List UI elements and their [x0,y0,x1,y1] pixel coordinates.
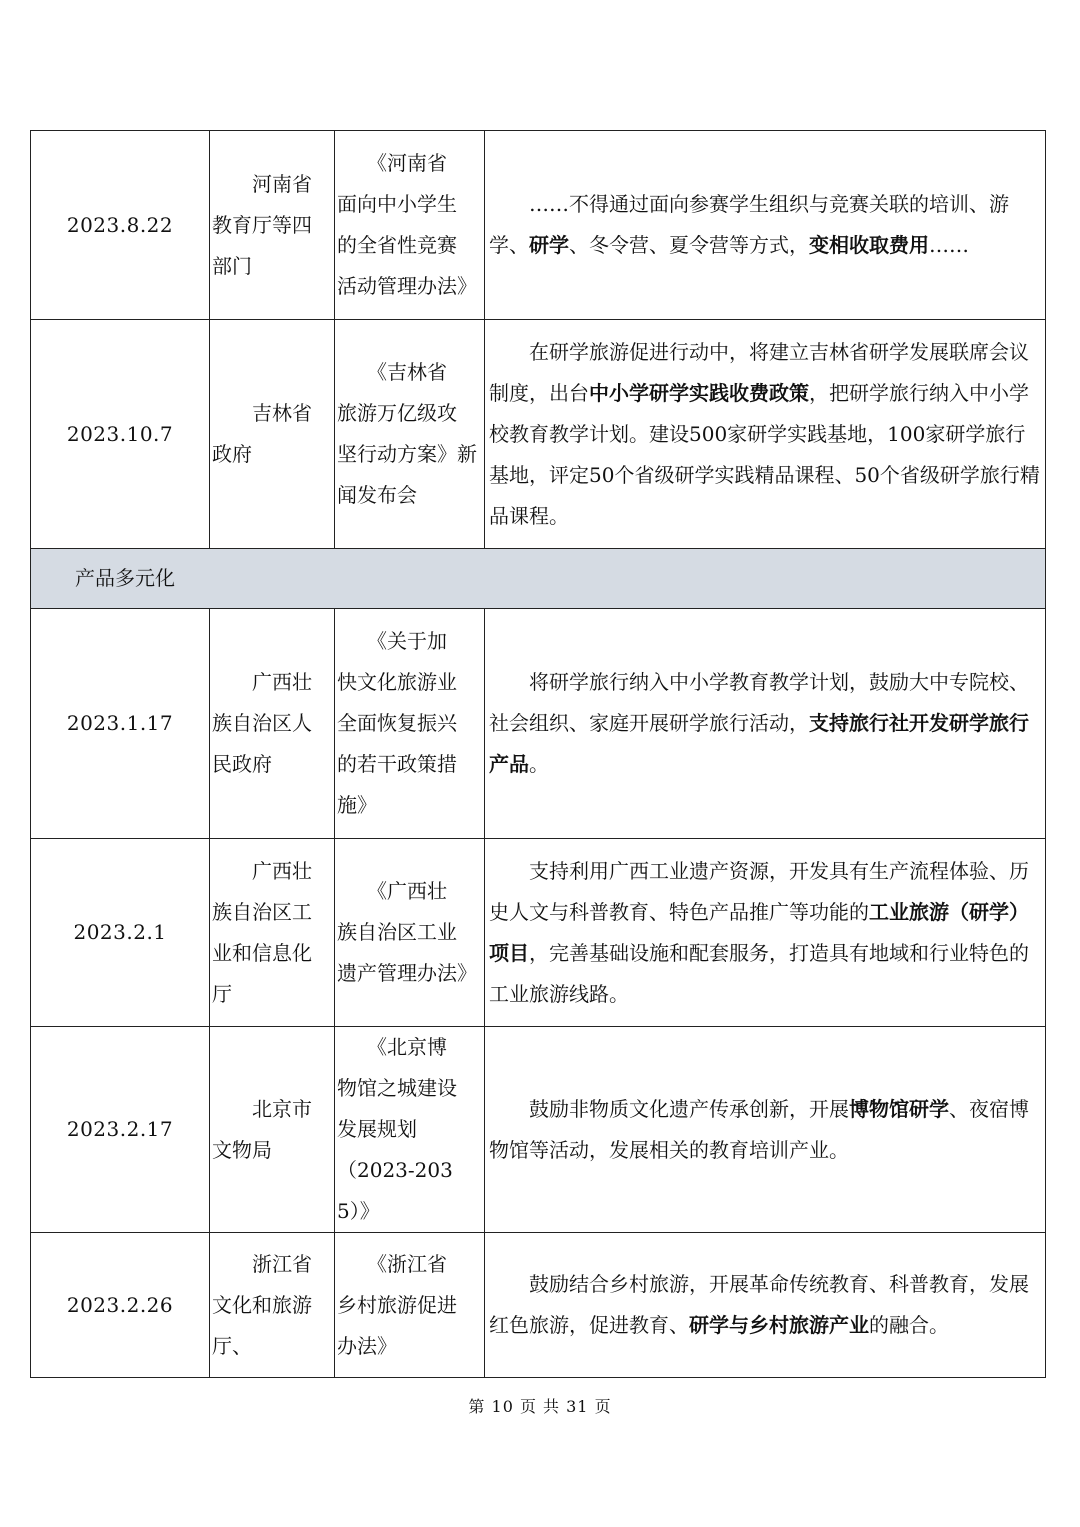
text-run: 将研学旅行纳入中小学教育教学计划，鼓励大中专院校、社会组织、家庭开展研学旅行活动， [489,670,1029,735]
document-cell: 《浙江省 乡村旅游促进 办法》 [335,1233,485,1378]
document-cell: 《北京博 物馆之城建设 发展规划 （2023-2035）》 [335,1027,485,1233]
content-cell [485,131,1046,320]
table-row [31,320,1046,549]
text-run: ……不得通过面向参赛学生组织与竞赛关联的培训、游学、 [489,192,1009,257]
date-cell: 2023.10.7 [31,320,210,549]
section-row [31,549,1046,609]
content-cell [485,1233,1046,1378]
table-row [31,131,1046,320]
document-cell: 《广西壮 族自治区工业 遗产管理办法》 [335,839,485,1027]
content-cell [485,320,1046,549]
department-cell: 广西壮 族自治区人 民政府 [210,609,335,839]
text-run: …… [929,233,969,257]
date-cell: 2023.8.22 [31,131,210,320]
bold-text: 工业旅游（研学）项目 [489,899,1029,965]
bold-text: 变相收取费用 [809,233,929,257]
text-run: 、夜宿博物馆等活动，发展相关的教育培训产业。 [489,1096,1029,1162]
content-cell [485,609,1046,839]
table-row [31,609,1046,839]
document-cell: 《吉林省 旅游万亿级攻 坚行动方案》新 闻发布会 [335,320,485,549]
content-cell [485,839,1046,1027]
text-run: 支持利用广西工业遗产资源，开发具有生产流程体验、历史人文与科普教育、特色产品推广等功能的 [489,858,1029,924]
date-cell: 2023.2.26 [31,1233,210,1378]
date-cell: 2023.2.1 [31,839,210,1027]
text-run: 、冬令营、夏令营等方式， [569,233,809,257]
table-row [31,1233,1046,1378]
text-run: 鼓励结合乡村旅游，开展革命传统教育、科普教育，发展红色旅游，促进教育、 [489,1272,1029,1337]
date-cell: 2023.2.17 [31,1027,210,1233]
policy-table [30,130,1046,1378]
department-cell: 广西壮 族自治区工 业和信息化 厅 [210,839,335,1027]
bold-text: 博物馆研学 [849,1096,949,1121]
department-cell: 吉林省 政府 [210,320,335,549]
date-cell: 2023.1.17 [31,609,210,839]
department-cell: 北京市 文物局 [210,1027,335,1233]
text-run: ，把研学旅行纳入中小学校教育教学计划。建设500家研学实践基地，100家研学旅行基地，评定50个省级研学实践精品课程、50个省级研学旅行精品课程。 [489,380,1040,528]
department-cell: 河南省 教育厅等四 部门 [210,131,335,320]
section-title: 产品多元化 [31,549,1046,609]
text-run: 。 [529,752,549,776]
document-cell: 《河南省 面向中小学生 的全省性竞赛 活动管理办法》 [335,131,485,320]
page-footer: 第 10 页 共 31 页 [468,1397,612,1416]
table-row [31,1027,1046,1233]
content-cell [485,1027,1046,1233]
document-cell: 《关于加 快文化旅游业 全面恢复振兴 的若干政策措 施》 [335,609,485,839]
table-row [31,839,1046,1027]
text-run: 在研学旅游促进行动中，将建立吉林省研学发展联席会议制度，出台 [489,339,1029,405]
department-cell: 浙江省 文化和旅游 厅、 [210,1233,335,1378]
text-run: 的融合。 [869,1313,949,1337]
bold-text: 研学 [529,233,569,257]
bold-text: 研学与乡村旅游产业 [689,1313,869,1337]
text-run: ，完善基础设施和配套服务，打造具有地域和行业特色的工业旅游线路。 [489,940,1029,1006]
bold-text: 中小学研学实践收费政策 [589,380,809,405]
text-run: 鼓励非物质文化遗产传承创新，开展 [529,1096,849,1121]
bold-text: 支持旅行社开发研学旅行产品 [489,711,1029,776]
